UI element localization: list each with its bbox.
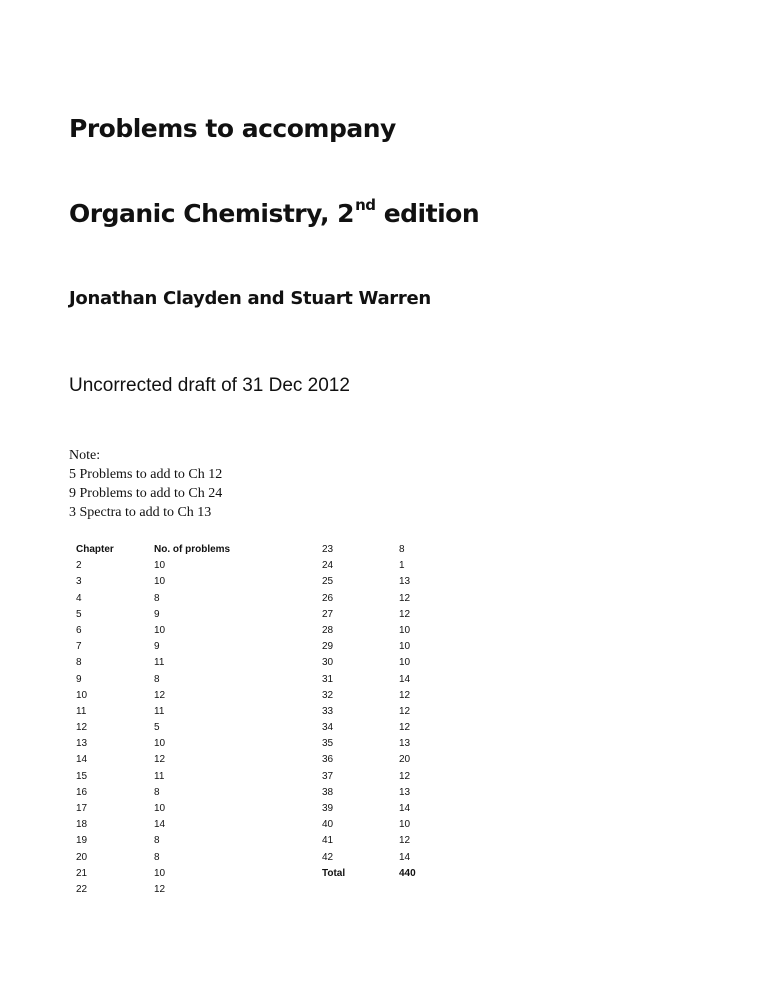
table-cell-chapter: 2	[76, 560, 82, 572]
table-cell-chapter: 40	[322, 819, 334, 831]
table-cell-chapter: 29	[322, 641, 334, 653]
table-cell-chapter: 15	[76, 770, 88, 782]
table-cell-count: 10	[399, 641, 411, 653]
table-cell-count: 8	[154, 851, 160, 863]
table-cell-chapter: 37	[322, 770, 334, 782]
table-cell-chapter: 31	[322, 673, 334, 685]
table-cell-chapter: 32	[322, 689, 334, 701]
table-cell-chapter: 30	[322, 657, 334, 669]
table-cell-chapter: 9	[76, 673, 82, 685]
table-cell-chapter: 10	[76, 689, 88, 701]
table-cell-chapter: 34	[322, 722, 334, 734]
table-cell-count: 11	[154, 770, 165, 782]
table-cell-count: 13	[399, 738, 411, 750]
table-cell-count: 14	[399, 673, 411, 685]
table-cell-chapter: 5	[76, 608, 82, 620]
table-cell-count: 10	[154, 803, 166, 814]
title-edition-text: edition	[375, 199, 480, 228]
note-line: 9 Problems to add to Ch 24	[69, 486, 223, 501]
table-cell-chapter: 17	[76, 803, 88, 814]
table-cell-chapter: 4	[76, 592, 82, 604]
table-cell-chapter: 24	[322, 560, 334, 572]
table-cell-chapter: 16	[76, 786, 88, 798]
table-cell-count: 8	[154, 592, 160, 604]
table-cell-count: 10	[154, 624, 166, 636]
table-cell-chapter: 14	[76, 754, 88, 766]
table-cell-count: 10	[399, 657, 411, 669]
table-column-chapter-left	[76, 542, 114, 898]
table-column-count-right	[399, 542, 416, 882]
table-cell-count: 11	[154, 657, 165, 669]
table-cell-chapter: 21	[76, 867, 88, 879]
table-cell-count: 8	[399, 544, 405, 555]
edition-superscript: nd	[355, 196, 376, 214]
table-cell-count: 11	[154, 705, 165, 717]
table-cell-chapter: 7	[76, 641, 82, 653]
table-cell-count: 12	[399, 705, 411, 717]
table-cell-chapter: 20	[76, 851, 88, 863]
table-cell-chapter: 38	[322, 786, 334, 798]
table-cell-count: 12	[399, 689, 411, 701]
table-cell-chapter: 22	[76, 883, 88, 895]
table-cell-count: 12	[399, 835, 411, 847]
note-block	[69, 446, 222, 522]
table-cell-count: 10	[154, 576, 166, 588]
table-column-count-left	[154, 542, 230, 898]
table-cell-count: 10	[399, 819, 411, 831]
authors: Jonathan Clayden and Stuart Warren	[69, 288, 431, 309]
table-cell-chapter: 3	[76, 576, 82, 588]
table-cell-count: 8	[154, 786, 160, 798]
table-header-chapter: Chapter	[76, 544, 114, 555]
table-cell-chapter: 39	[322, 803, 334, 814]
table-cell-chapter: 25	[322, 576, 334, 588]
title-line-1: Problems to accompany	[69, 114, 396, 143]
table-cell-chapter: 8	[76, 657, 82, 669]
table-cell-count: 20	[399, 754, 411, 766]
table-cell-chapter: 19	[76, 835, 88, 847]
table-cell-count: 1	[399, 560, 405, 572]
table-cell-count: 12	[154, 689, 166, 701]
table-cell-count: 5	[154, 722, 160, 734]
table-cell-count: 9	[154, 608, 160, 620]
table-total-value: 440	[399, 867, 416, 879]
table-cell-count: 10	[154, 867, 166, 879]
table-cell-chapter: 27	[322, 608, 334, 620]
table-cell-count: 10	[154, 738, 166, 750]
table-cell-chapter: 23	[322, 544, 334, 555]
table-cell-chapter: 33	[322, 705, 334, 717]
table-cell-count: 12	[399, 608, 411, 620]
table-total-label: Total	[322, 867, 346, 879]
table-cell-count: 10	[399, 624, 411, 636]
table-cell-chapter: 11	[76, 705, 87, 717]
table-cell-count: 13	[399, 576, 411, 588]
table-cell-chapter: 13	[76, 738, 88, 750]
table-cell-count: 9	[154, 641, 160, 653]
table-column-chapter-right	[322, 542, 345, 882]
table-cell-chapter: 41	[322, 835, 334, 847]
table-cell-count: 10	[154, 560, 166, 572]
table-cell-count: 14	[399, 803, 411, 814]
table-cell-chapter: 28	[322, 624, 334, 636]
table-cell-chapter: 26	[322, 592, 334, 604]
table-header-count: No. of problems	[154, 544, 231, 555]
table-cell-chapter: 42	[322, 851, 334, 863]
table-cell-chapter: 6	[76, 624, 82, 636]
table-cell-chapter: 18	[76, 819, 88, 831]
table-cell-count: 8	[154, 673, 160, 685]
table-cell-count: 12	[154, 883, 166, 895]
note-line: 3 Spectra to add to Ch 13	[69, 505, 212, 520]
table-cell-count: 12	[399, 592, 411, 604]
table-cell-chapter: 12	[76, 722, 88, 734]
table-cell-count: 14	[399, 851, 411, 863]
table-cell-count: 8	[154, 835, 160, 847]
table-cell-count: 12	[399, 722, 411, 734]
table-cell-count: 14	[154, 819, 166, 831]
table-cell-count: 12	[154, 754, 166, 766]
note-line: 5 Problems to add to Ch 12	[69, 467, 223, 482]
title-line-2	[69, 196, 480, 228]
table-cell-chapter: 35	[322, 738, 334, 750]
table-cell-chapter: 36	[322, 754, 334, 766]
note-heading: Note:	[69, 448, 101, 463]
table-cell-count: 13	[399, 786, 411, 798]
title-main-text: Organic Chemistry, 2	[69, 199, 355, 228]
table-cell-count: 12	[399, 770, 411, 782]
draft-notice: Uncorrected draft of 31 Dec 2012	[69, 375, 350, 396]
